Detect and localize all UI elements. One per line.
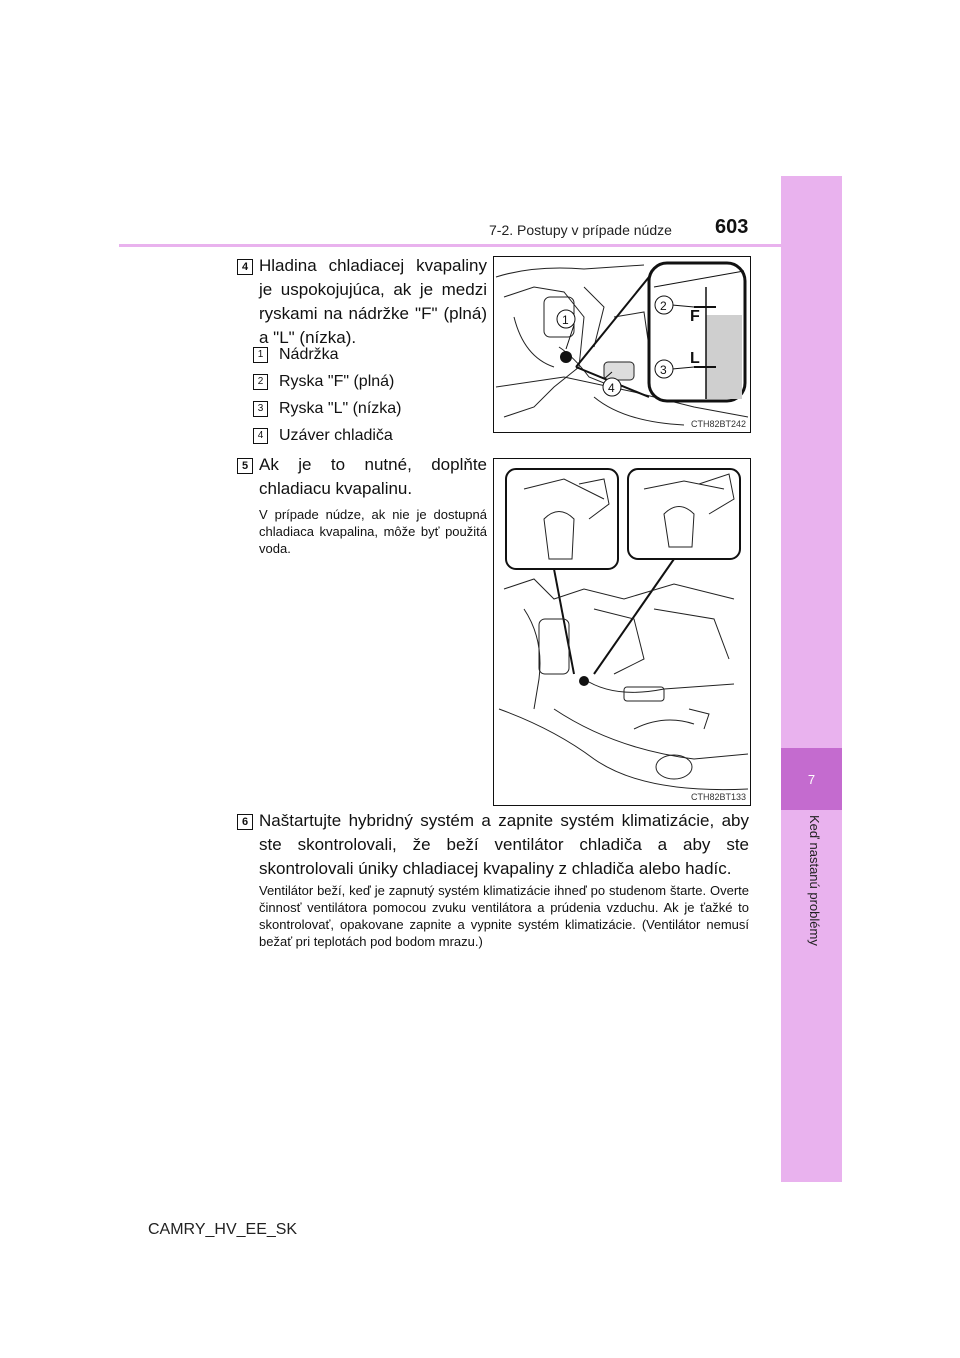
legend-text: Uzáver chladiča <box>279 427 393 444</box>
refill-illustration <box>493 458 751 806</box>
chapter-tab-strip <box>781 176 842 1182</box>
step-5-note: V prípade núdze, ak nie je dostupná chladiaca kvapalina, môže byť použitá voda. <box>259 507 487 556</box>
reservoir-illustration <box>493 256 751 433</box>
legend-text: Nádržka <box>279 346 339 363</box>
step-badge-6: 6 <box>237 814 253 830</box>
document-code: CAMRY_HV_EE_SK <box>148 1221 298 1238</box>
chapter-label: Keď nastanú problémy <box>807 815 822 946</box>
step-badge-4: 4 <box>237 259 253 275</box>
figure-code: CTH82BT242 <box>690 419 746 429</box>
callout-1: 1 <box>562 313 569 327</box>
chapter-number-tab: 7 <box>781 748 842 810</box>
figure-code: CTH82BT133 <box>690 792 746 802</box>
step-4-text: Hladina chladiacej kvapaliny je uspokojujúca, ak je medzi ryskami na nádržke "F" (plná) a "L" (nízka). <box>259 256 487 347</box>
legend-text: Ryska "L" (nízka) <box>279 400 402 417</box>
section-title: 7-2. Postupy v prípade núdze <box>489 222 672 238</box>
callout-3: 3 <box>660 363 667 377</box>
step-6-note: Ventilátor beží, keď je zapnutý systém klimatizácie ihneď po studenom štarte. Overte činnosť ventilátora pomocou zvuku ventilátora a prúdenia vzduchu. Ak je ťažké to skontrolovať, opakovane zapnite a vypnite systém klimatizácie. (Ventilátor nemusí bežať pri teplotách pod bodom mrazu.) <box>259 883 749 949</box>
legend-text: Ryska "F" (plná) <box>279 373 395 390</box>
legend-number: 4 <box>253 428 268 444</box>
full-mark: F <box>690 308 700 325</box>
refill-drawing <box>494 459 750 805</box>
legend-number: 2 <box>253 374 268 390</box>
legend-number: 3 <box>253 401 268 417</box>
step-badge-5: 5 <box>237 458 253 474</box>
callout-2: 2 <box>660 299 667 313</box>
engine-bay-drawing <box>494 257 750 432</box>
low-mark: L <box>690 350 700 367</box>
header-rule <box>119 244 781 247</box>
step-5-text: Ak je to nutné, doplňte chladiacu kvapalinu. <box>259 455 487 498</box>
callout-4: 4 <box>608 381 615 395</box>
page-number: 603 <box>715 216 749 238</box>
step-6-text: Naštartujte hybridný systém a zapnite systém klimatizácie, aby ste skontrolovali, že beží ventilátor chladiča a aby ste skontrolovali úniky chladiacej kvapaliny z chladiča alebo hadíc. <box>259 811 749 878</box>
legend-number: 1 <box>253 347 268 363</box>
